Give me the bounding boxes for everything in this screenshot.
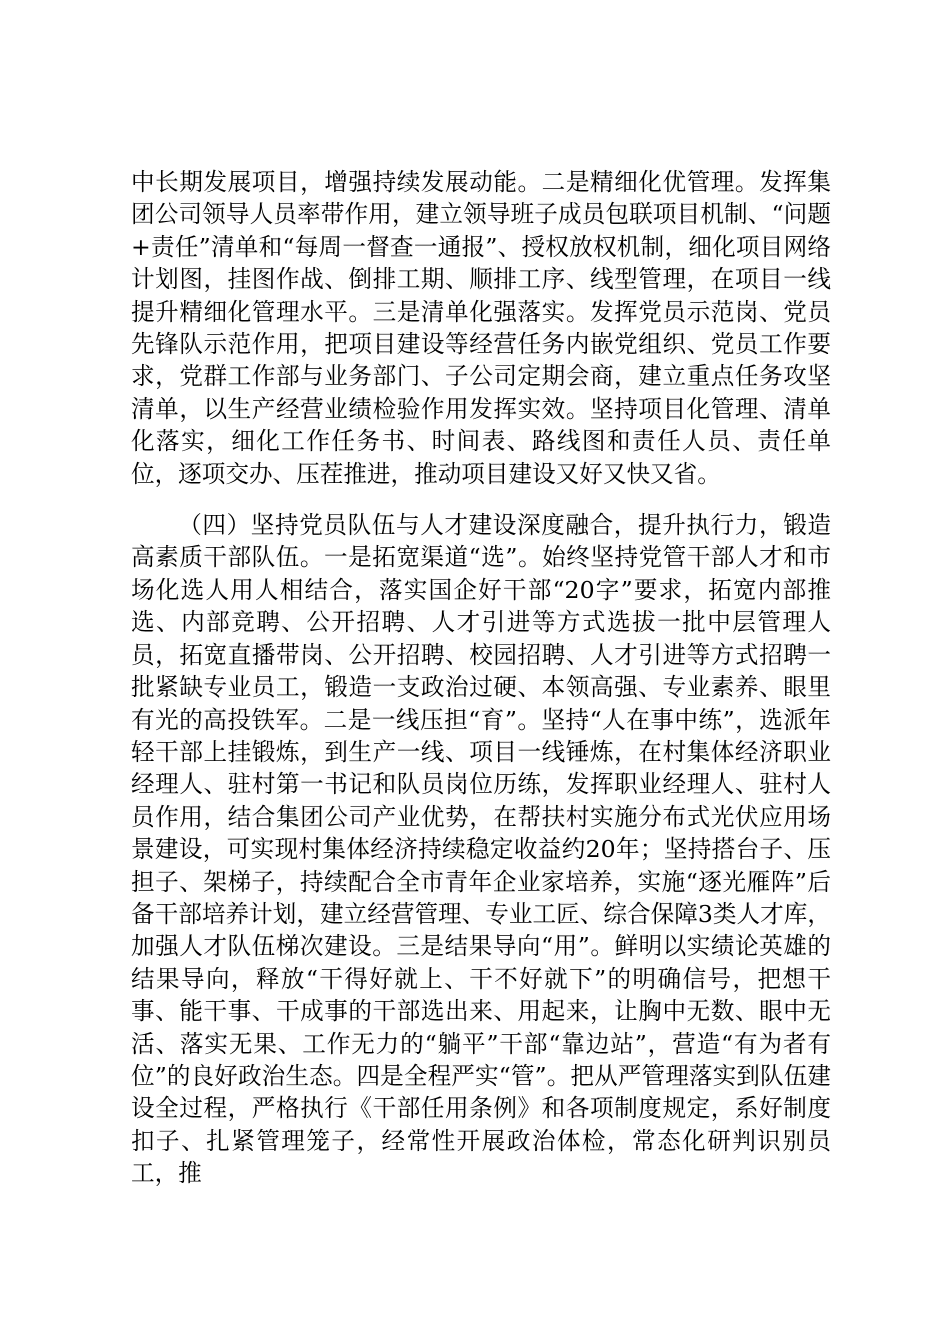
paragraph-2: （四）坚持党员队伍与人才建设深度融合，提升执行力，锻造高素质干部队伍。一是拓宽渠道“选”。始终坚持党管干部人才和市场化选人用人相结合，落实国企好干部“20字”要求，拓宽内部推选、内部竞聘、公开招聘、人才引进等方式选拔一批中层管理人员，拓宽直播带岗、公开招聘、校园招聘、人才引进等方式招聘一批紧缺专业员工，锻造一支政治过硬、本领高强、专业素养、眼里有光的高投铁军。二是一线压担“育”。坚持“人在事中练”，选派年轻干部上挂锻炼，到生产一线、项目一线锤炼，在村集体经济职业经理人、驻村第一书记和队员岗位历练，发挥职业经理人、驻村人员作用，结合集团公司产业优势，在帮扶村实施分布式光伏应用场景建设，可实现村集体经济持续稳定收益约20年；坚持搭台子、压担子、架梯子，持续配合全市青年企业家培养，实施“逐光雁阵”后备干部培养计划，建立经营管理、专业工匠、综合保障3类人才库，加强人才队伍梯次建设。三是结果导向“用”。鲜明以实绩论英雄的结果导向，释放“干得好就上、干不好就下”的明确信号，把想干事、能干事、干成事的干部选出来、用起来，让胸中无数、眼中无活、落实无果、工作无力的“躺平”干部“靠边站”，营造“有为者有位”的良好政治生态。四是全程严实“管”。把从严管理落实到队伍建设全过程，严格执行《干部任用条例》和各项制度规定，系好制度扣子、扎紧管理笼子，经常性开展政治体检，常态化研判识别员工，推 xyxy=(131,511,831,1188)
paragraph-1: 中长期发展项目，增强持续发展动能。二是精细化优管理。发挥集团公司领导人员率带作用，建立领导班子成员包联项目机制、“问题+责任”清单和“每周一督查一通报”、授权放权机制，细化项目网络计划图，挂图作战、倒排工期、顺排工序、线型管理，在项目一线提升精细化管理水平。三是清单化强落实。发挥党员示范岗、党员先锋队示范作用，把项目建设等经营任务内嵌党组织、党员工作要求，党群工作部与业务部门、子公司定期会商，建立重点任务攻坚清单，以生产经营业绩检验作用发挥实效。坚持项目化管理、清单化落实，细化工作任务书、时间表、路线图和责任人员、责任单位，逐项交办、压茬推进，推动项目建设又好又快又省。 xyxy=(131,168,831,488)
document-body xyxy=(131,166,831,1190)
